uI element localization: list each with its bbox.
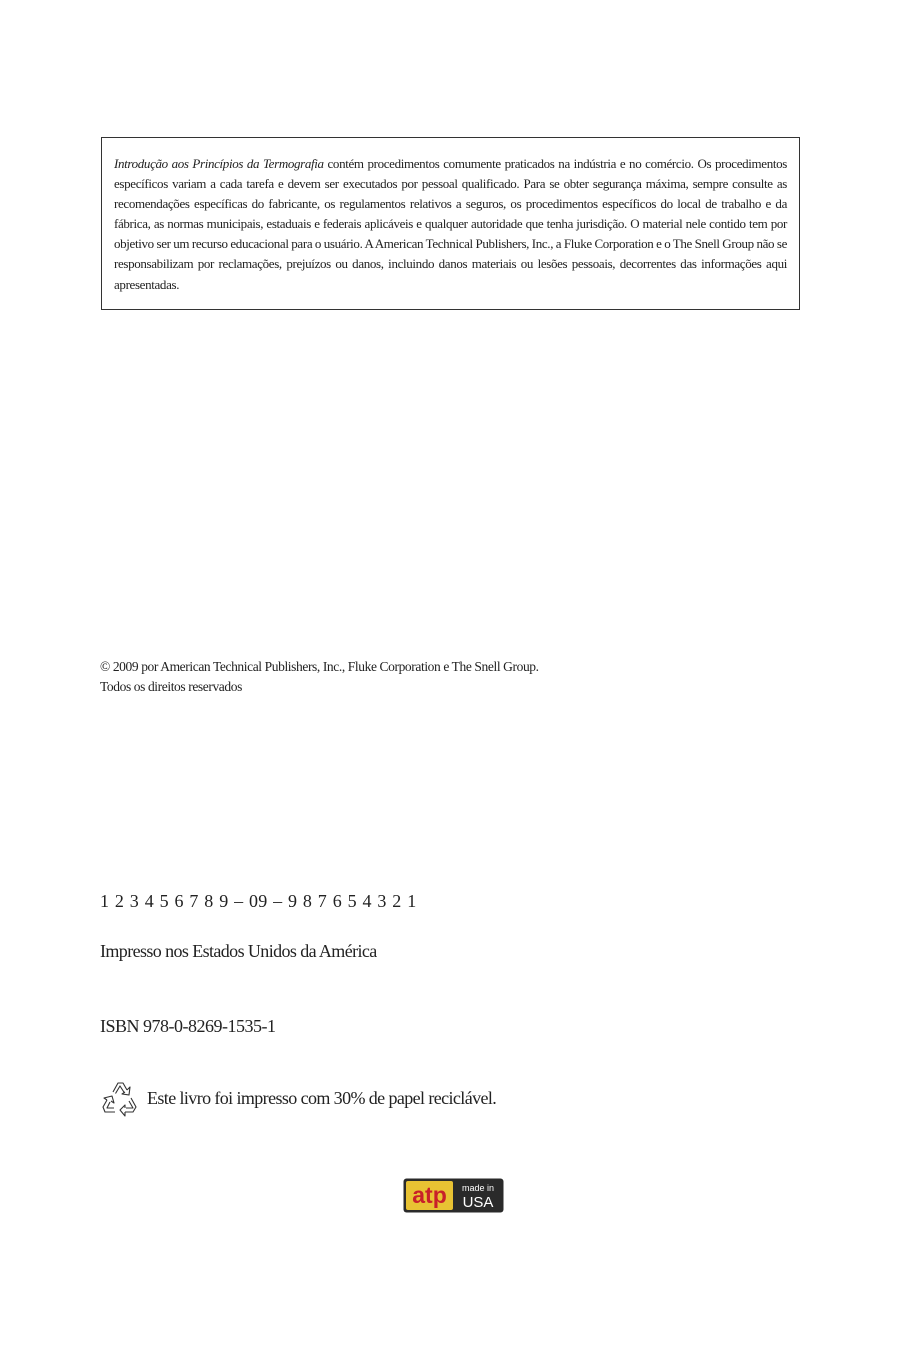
- recycled-paper-text: Este livro foi impresso com 30% de papel reciclável.: [147, 1087, 497, 1108]
- printing-number-line: 1 2 3 4 5 6 7 8 9 – 09 – 9 8 7 6 5 4 3 2 1: [100, 891, 417, 911]
- recycle-icon: [100, 1078, 140, 1118]
- disclaimer-box: [101, 137, 800, 310]
- copyright-line: © 2009 por American Technical Publishers, Inc., Fluke Corporation e The Snell Group.: [100, 659, 539, 674]
- isbn-line: ISBN 978-0-8269-1535-1: [100, 1016, 276, 1036]
- recycled-paper-note: [100, 1078, 496, 1118]
- logo-brand-text: atp: [412, 1182, 447, 1208]
- printed-in-line: Impresso nos Estados Unidos da América: [100, 941, 377, 961]
- atp-made-in-usa-logo: [403, 1178, 504, 1213]
- logo-made-in-text: made in: [461, 1183, 495, 1193]
- logo-country-text: USA: [462, 1194, 494, 1211]
- disclaimer-text: contém procedimentos comumente praticados na indústria e no comércio. Os procedimentos específicos variam a cada tarefa e devem ser executados por pessoal qualificado. Para se obter segurança máxima, sempre consulte as recomendações específicas do fabricante, os regulamentos relativos a seguros, os procedimentos específicos do local de trabalho e da fábrica, as normas municipais, estaduais e federais aplicáveis e qualquer autoridade que tenha jurisdição. O material nele contido tem por objetivo ser um recurso educacional para o usuário. A American Technical Publishers, Inc., a Fluke Corporation e o The Snell Group não se responsabilizam por reclamações, prejuízos ou danos, incluindo danos materiais ou lesões pessoais, decorrentes das informações aqui apresentadas.: [114, 156, 787, 292]
- disclaimer-book-title: Introdução aos Princípios da Termografia: [114, 156, 324, 171]
- copyright-notice: [100, 657, 539, 697]
- rights-reserved-line: Todos os direitos reservados: [100, 679, 242, 694]
